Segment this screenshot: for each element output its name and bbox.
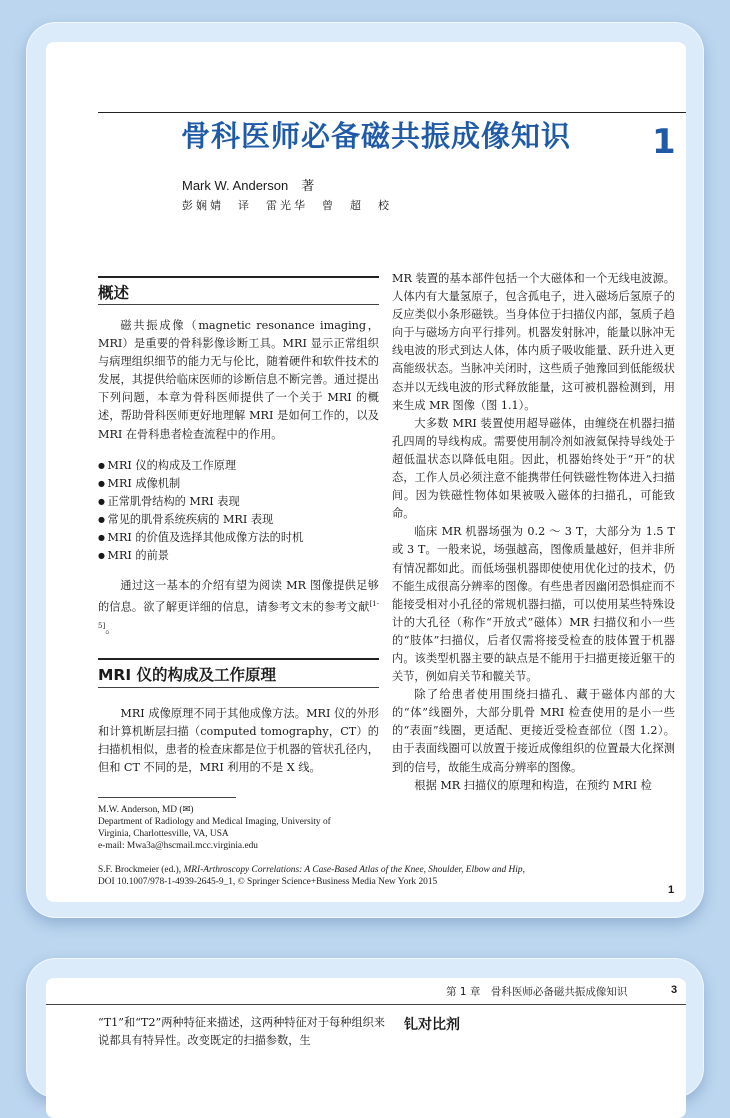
section-rule [98,658,379,660]
footnote-rule [98,797,236,798]
section-heading-contrast: 钆对比剂 [404,1017,460,1033]
list-item: ● MRI 成像机制 [98,475,379,493]
translators: 彭娴婧 译 雷光华 曾 超 校 [182,199,392,212]
author: Mark W. Anderson 著 [182,178,315,193]
citation: S.F. Brockmeier (ed.), MRI-Arthroscopy Correlations: A Case-Based Atlas of the Knee, Shoulder, Elbow and Hip, DOI 10.1007/978-1-4939-2645-9_1, © Springer Science+Business Media New York 2015 [98,865,525,887]
running-head: 第 1 章 骨科医师必备磁共振成像知识 [446,986,628,998]
book-page-1 [46,42,686,902]
right-column: MR 装置的基本部件包括一个大磁体和一个无线电波源。人体内有大量氢原子，包含孤电子，进入磁场后氢原子的反应类似小条形磁铁。当身体位于扫描仪内部，氢质子趋向于与磁场方向平行排列。机器发射脉冲，能量以脉冲无线电波的形式到达人体，体内质子吸收能量、跃升进入更高能级状态。当脉冲关闭时，这些质子弛豫回到低能级状态并以无线电波的形式释放能量，这可被机器检测到，用来生成 MR 图像（图 1.1）。 大多数 MRI 装置使用超导磁体，由缠绕在机器扫描孔四周的导线构成。需要使用制冷剂如液氦保持导线处于超低温状态以降低电阻。因此，机器始终处于“开”的状态，工作人员必须注意不能携带任何铁磁性物体进入扫描间。因为铁磁性物体如果被吸入磁体的扫描孔，可能致命。 临床 MR 机器场强为 0.2 ～ 3 T，大部分为 1.5 T 或 3 T。一般来说，场强越高，图像质量越好，但并非所有情况都如此。而低场强机器即使使用优化过的技术，仍不能生成很高分辨率的图像。有些患者因幽闭恐惧症而不能接受相对小孔径的常规机器扫描，可以使用某些特殊设计的大孔径（称作“开放式”磁体）MR 扫描仪和小一些的“肢体”扫描仪，后者仅需将接受检查的肢体置于机器内。该类型机器主要的缺点是不能用于扫描更接近躯干的关节，例如肩关节和髋关节。 除了给患者使用围绕扫描孔、藏于磁体内部的大的“体”线圈外，大部分肌骨 MRI 检查使用的是小一些的“表面”线圈，更适配、更接近受检查部位（图 1.2）。由于表面线圈可以放置于接近成像组织的位置最大化探测到的信号，故能生成高分辨率的图像。 根据 MR 扫描仪的原理和构造，在预约 MRI 检 [392,272,675,792]
section-heading-overview: 概述 [98,284,130,302]
running-head-rule [46,1004,686,1005]
top-rule [98,112,686,113]
section-rule [98,276,379,278]
list-item: ● 常见的肌骨系统疾病的 MRI 表现 [98,511,379,529]
overview-paragraph-1: 磁共振成像（magnetic resonance imaging，MRI）是重要的骨科影像诊断工具。MRI 显示正常组织与病理组织细节的能力无与伦比，随着硬件和软件技术的发展，其提供给临床医师的诊断信息不断完善。通过提出下列问题，本章为骨科医师提供了一个关于 MRI 的概述，帮助骨科医师更好地理解 MRI 是如何工作的，以及 MRI 在骨科患者检查流程中的作用。 [98,319,379,441]
list-item: ● MRI 仪的构成及工作原理 [98,457,379,475]
page-number: 3 [671,984,678,996]
list-item: ● 正常肌骨结构的 MRI 表现 [98,493,379,511]
section-rule [98,304,379,305]
overview-paragraph-2: 通过这一基本的介绍有望为阅读 MR 图像提供足够的信息。欲了解更详细的信息，请参考文末的参考文献[1-5]。 [98,579,379,636]
section-rule [98,687,379,688]
body-text: “T1”和“T2”两种特征来描述，这两种特征对于每种组织来说都具有特异性。改变既定的扫描参数，生 [98,1016,385,1047]
chapter-title: 骨科医师必备磁共振成像知识 [181,119,572,153]
mri-paragraph-1: MRI 成像原理不同于其他成像方法。MRI 仪的外形和计算机断层扫描（computed tomography，CT）的扫描机相似，患者的检查床都是位于机器的管状孔径内，但和 CT 不同的是，MRI 利用的不是 X 线。 [98,707,379,775]
list-item: ● MRI 的价值及选择其他成像方法的时机 [98,529,379,547]
book-page-3 [46,978,686,1118]
chapter-number: 1 [652,122,676,162]
author-footnote: M.W. Anderson, MD (✉) Department of Radiology and Medical Imaging, University of Virginia, Charlottesville, VA, USA e-mail: Mwa3a@hscmail.mcc.virginia.edu [98,805,331,851]
list-item: ● MRI 的前景 [98,547,379,565]
page-number: 1 [668,884,675,896]
page-card-1 [26,22,704,918]
reference-marker: [1-5] [98,600,379,630]
section-heading-mri: MRI 仪的构成及工作原理 [98,666,277,684]
topic-list [98,457,379,565]
page-card-2 [26,958,704,1098]
